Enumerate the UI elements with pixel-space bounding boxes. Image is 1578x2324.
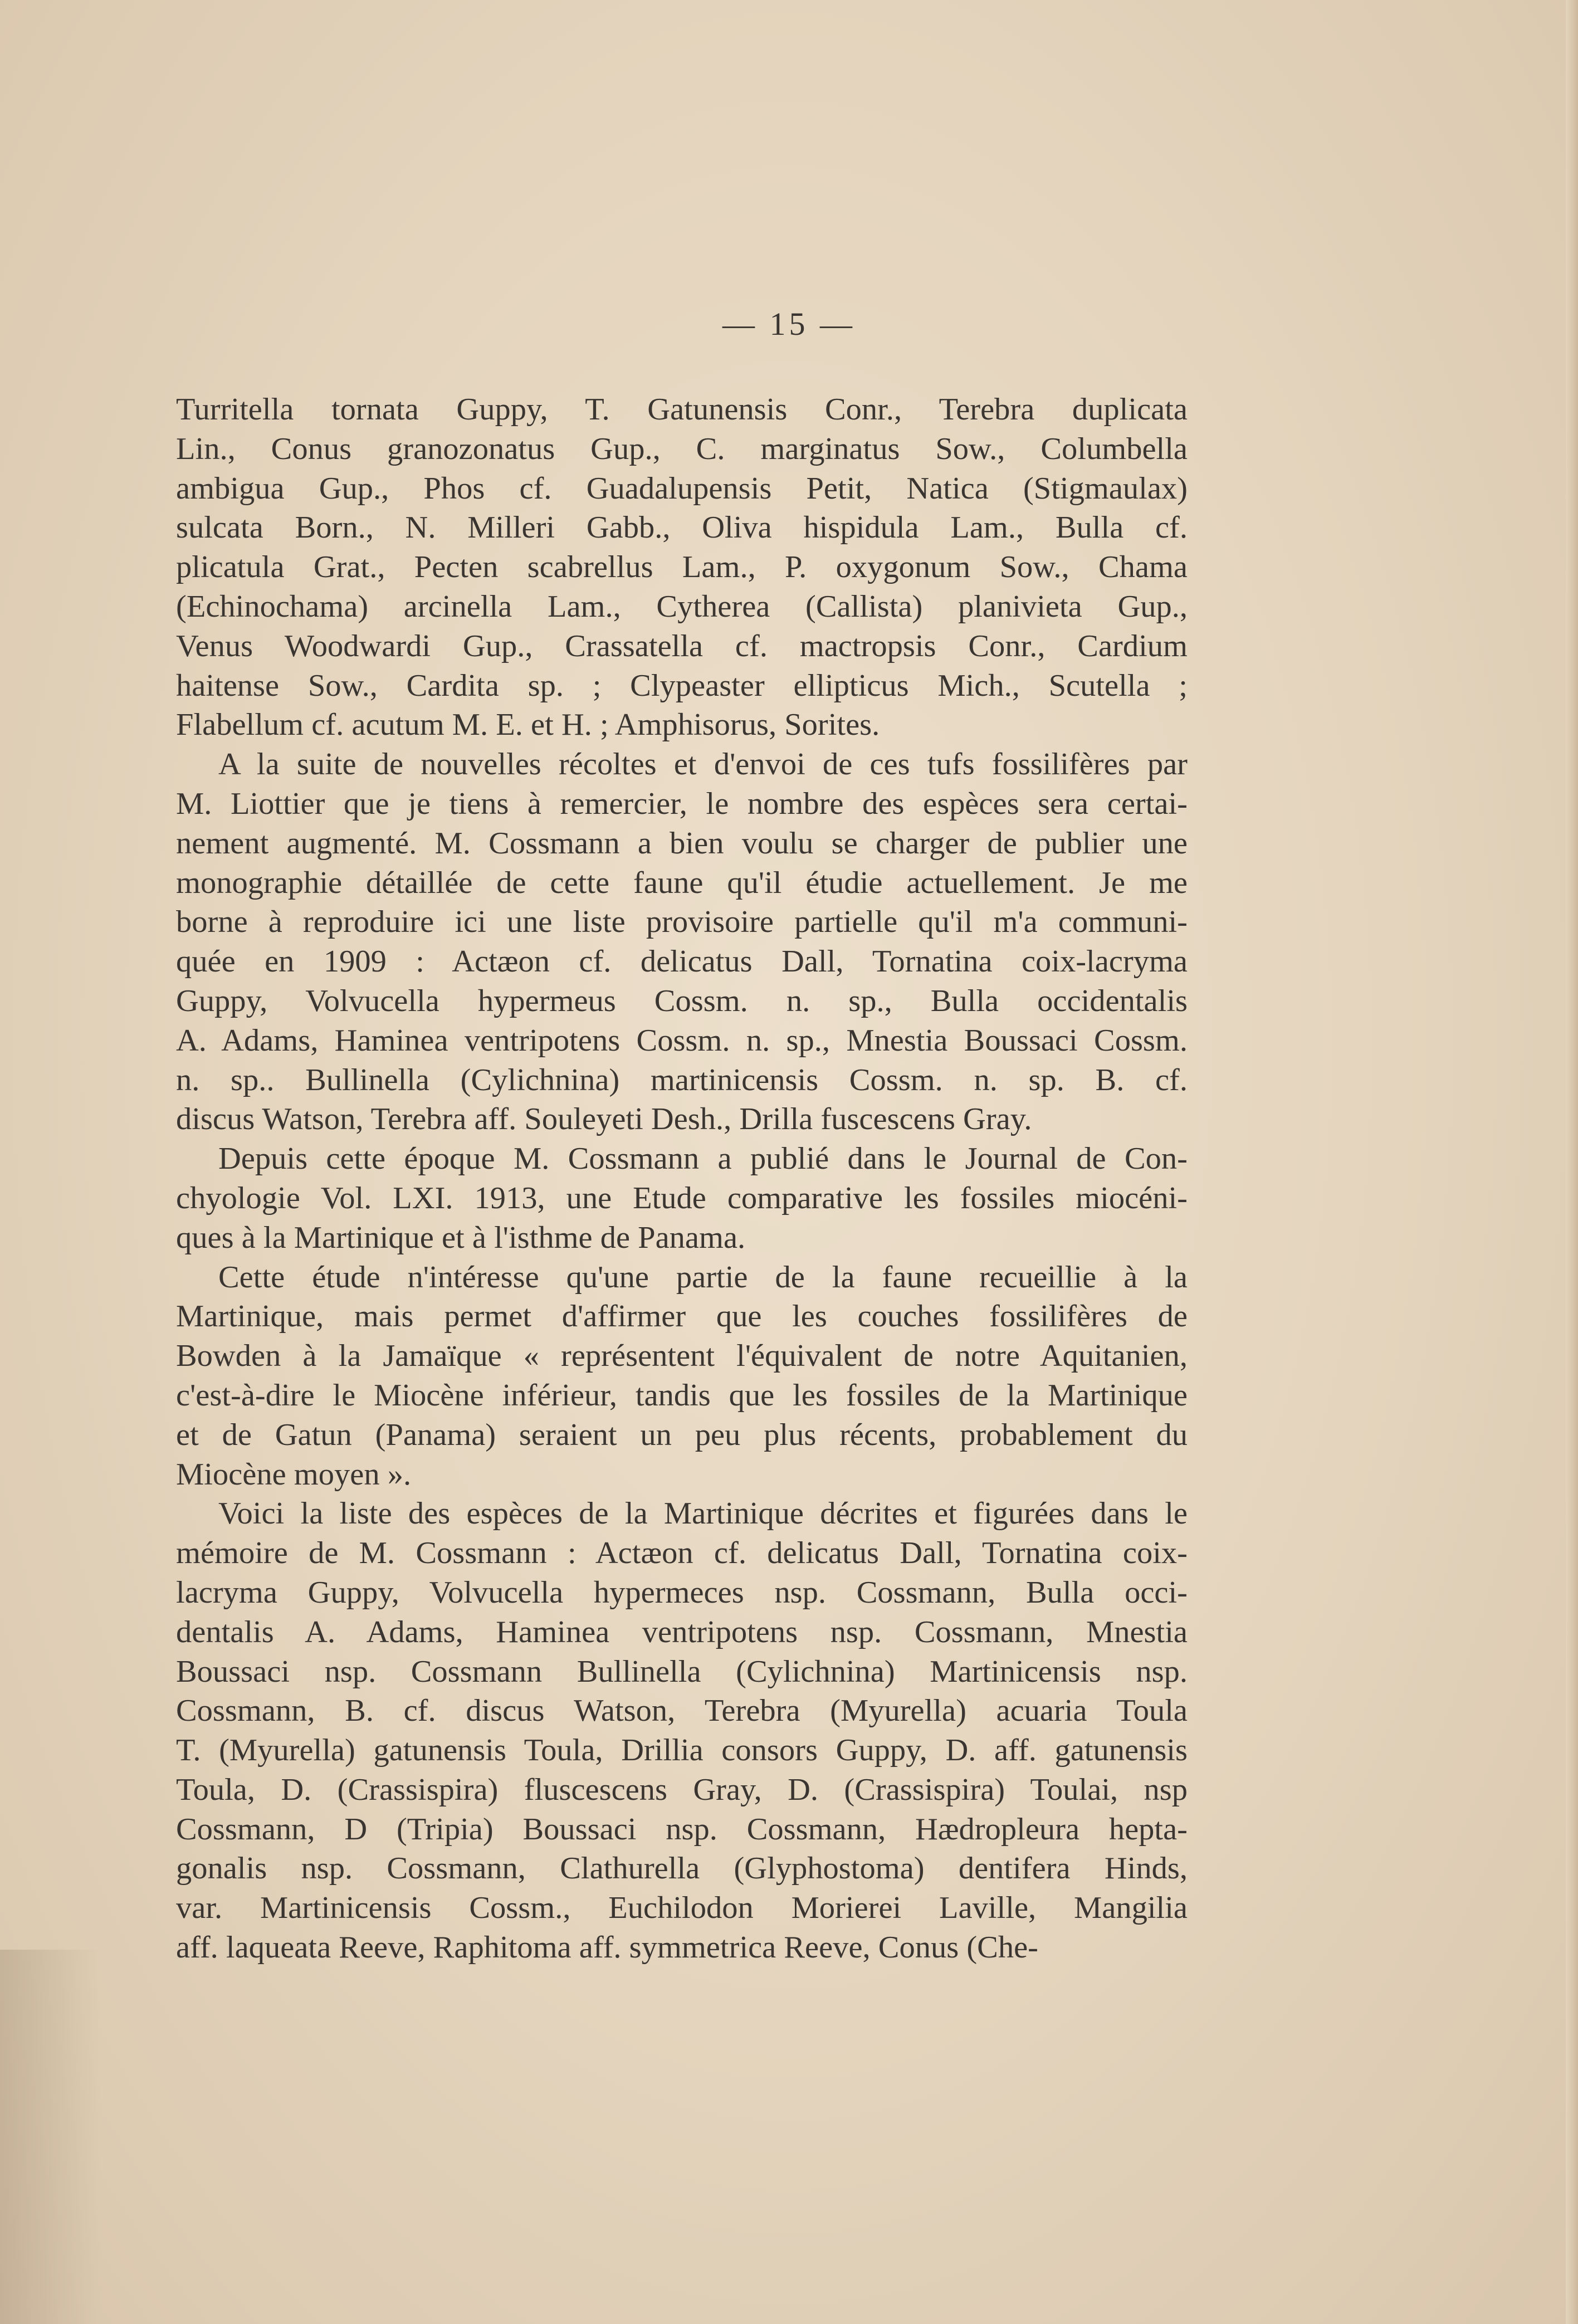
text-line: Voici la liste des espèces de la Martinique décrites et figurées dans le [218,1496,1188,1531]
text-line: Depuis cette époque M. Cossmann a publié dans le Journal de Con- [218,1141,1188,1176]
text-line: sulcata Born., N. Milleri Gabb., Oliva hispidula Lam., Bulla cf. [176,510,1188,545]
text-line: Toula, D. (Crassispira) fluscescens Gray, D. (Crassispira) Toulai, nsp [176,1772,1188,1807]
text-line: M. Liottier que je tiens à remercier, le nombre des espèces sera certai- [176,786,1188,821]
text-line: gonalis nsp. Cossmann, Clathurella (Glyphostoma) dentifera Hinds, [176,1851,1188,1886]
text-line: var. Martinicensis Cossm., Euchilodon Morierei Laville, Mangilia [176,1891,1188,1926]
text-line: Bowden à la Jamaïque « représentent l'équivalent de notre Aquitanien, [176,1339,1188,1374]
text-line: Turritella tornata Guppy, T. Gatunensis Conr., Terebra duplicata [176,392,1188,427]
text-line: Cossmann, D (Tripia) Boussaci nsp. Cossmann, Hædropleura hepta- [176,1812,1188,1847]
text-line: quée en 1909 : Actæon cf. delicatus Dall, Tornatina coix-lacryma [176,944,1188,979]
text-line: c'est-à-dire le Miocène inférieur, tandis que les fossiles de la Martinique [176,1378,1188,1413]
text-line: chyologie Vol. LXI. 1913, une Etude comparative les fossiles miocéni- [176,1180,1188,1215]
paper-stain [0,1950,100,2324]
text-line: Venus Woodwardi Gup., Crassatella cf. mactropsis Conr., Cardium [176,628,1188,663]
text-line: Boussaci nsp. Cossmann Bullinella (Cylichnina) Martinicensis nsp. [176,1654,1188,1689]
text-line: plicatula Grat., Pecten scabrellus Lam., P. oxygonum Sow., Chama [176,550,1188,585]
page-number: — 15 — [722,306,856,342]
page-edge [1566,0,1578,2324]
text-line: Guppy, Volvucella hypermeus Cossm. n. sp., Bulla occidentalis [176,983,1188,1018]
text-line: A. Adams, Haminea ventripotens Cossm. n. sp., Mnestia Boussaci Cossm. [176,1023,1188,1058]
text-line: Martinique, mais permet d'affirmer que les couches fossilifères de [176,1299,1188,1334]
text-line: aff. laqueata Reeve, Raphitoma aff. symmetrica Reeve, Conus (Che- [176,1930,1038,1965]
text-line: et de Gatun (Panama) seraient un peu plus récents, probablement du [176,1417,1188,1452]
text-line: nement augmenté. M. Cossmann a bien voulu se charger de publier une [176,826,1188,861]
text-line: lacryma Guppy, Volvucella hypermeces nsp. Cossmann, Bulla occi- [176,1575,1188,1610]
text-line: borne à reproduire ici une liste provisoire partielle qu'il m'a communi- [176,905,1188,940]
text-line: Cette étude n'intéresse qu'une partie de la faune recueillie à la [218,1259,1188,1295]
text-line: monographie détaillée de cette faune qu'il étudie actuellement. Je me [176,865,1188,900]
text-line: Miocène moyen ». [176,1457,412,1492]
text-line: (Echinochama) arcinella Lam., Cytherea (Callista) planivieta Gup., [176,589,1188,624]
text-line: n. sp.. Bullinella (Cylichnina) martinicensis Cossm. n. sp. B. cf. [176,1062,1188,1097]
text-line: Flabellum cf. acutum M. E. et H. ; Amphisorus, Sorites. [176,707,880,743]
text-line: mémoire de M. Cossmann : Actæon cf. delicatus Dall, Tornatina coix- [176,1536,1188,1571]
text-line: discus Watson, Terebra aff. Souleyeti Desh., Drilla fuscescens Gray. [176,1102,1032,1137]
text-line: T. (Myurella) gatunensis Toula, Drillia consors Guppy, D. aff. gatunensis [176,1733,1188,1768]
text-line: ambigua Gup., Phos cf. Guadalupensis Petit, Natica (Stigmaulax) [176,471,1188,506]
body-text [176,390,1188,1967]
text-line: Cossmann, B. cf. discus Watson, Terebra (Myurella) acuaria Toula [176,1693,1188,1729]
text-line: haitense Sow., Cardita sp. ; Clypeaster ellipticus Mich., Scutella ; [176,668,1188,703]
text-line: A la suite de nouvelles récoltes et d'envoi de ces tufs fossilifères par [218,747,1188,782]
text-line: ques à la Martinique et à l'isthme de Panama. [176,1220,746,1255]
text-line: dentalis A. Adams, Haminea ventripotens nsp. Cossmann, Mnestia [176,1614,1188,1649]
text-line: Lin., Conus granozonatus Gup., C. marginatus Sow., Columbella [176,431,1188,466]
